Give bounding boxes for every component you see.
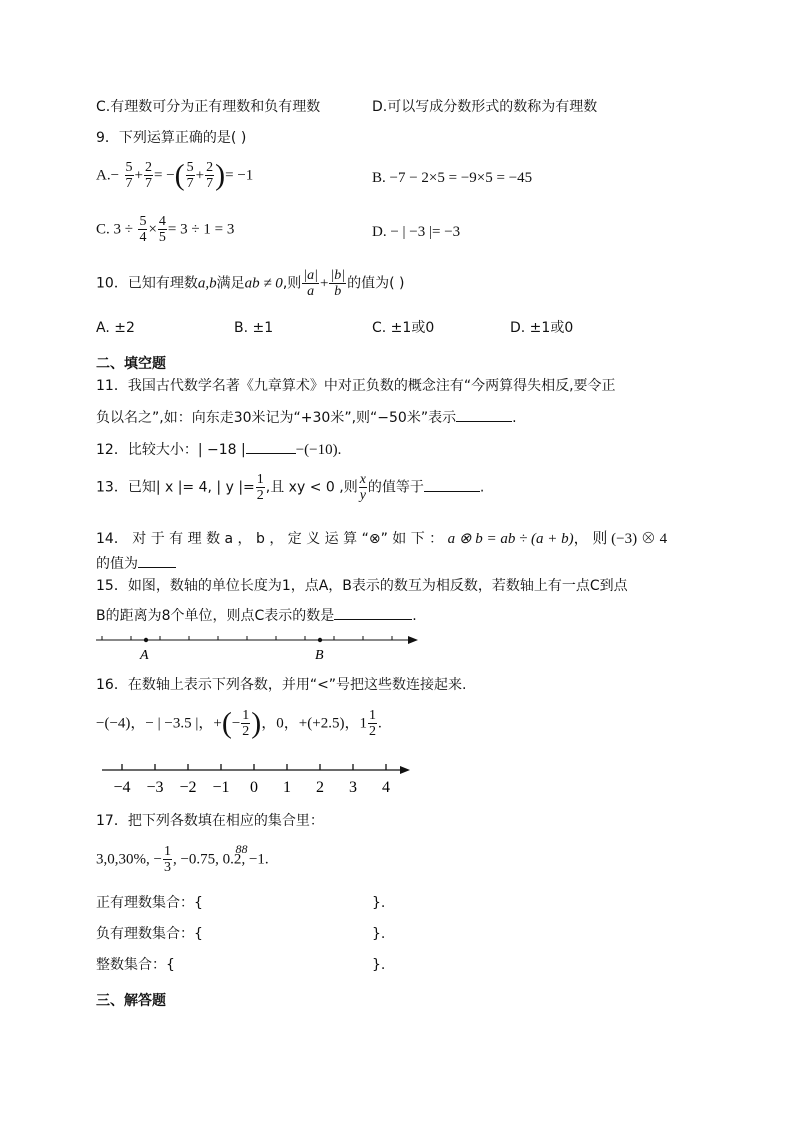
q15-line2: B的距离为8个单位，则点C表示的数是 . [96, 605, 417, 626]
q17-stem: 17．把下列各数填在相应的集合里： [96, 813, 324, 829]
q8-option-c: C.有理数可分为正有理数和负有理数 [96, 99, 321, 115]
tick-label: −3 [146, 779, 164, 796]
answer-blank[interactable] [334, 605, 412, 620]
q10-option-c: C. ±1或0 [372, 320, 435, 336]
q16-number-line [96, 758, 416, 798]
fraction: $\frac{5}{4}$ [139, 214, 147, 245]
set-positive-close: }. [372, 895, 386, 911]
fraction: $\frac{x}{y}$ [359, 472, 366, 503]
fraction: $\frac{4}{5}$ [158, 214, 166, 245]
q11-line1: 11．我国古代数学名著《九章算术》中对正负数的概念注有“今两算得失相反,要令正 [96, 378, 616, 394]
set-positive-label: 正有理数集合：{ [96, 895, 203, 911]
set-negative-label: 负有理数集合：{ [96, 926, 203, 942]
q11-line2: 负以名之”,如：向东走30米记为“+30米”,则“−50米”表示 . [96, 407, 517, 428]
answer-blank[interactable] [456, 407, 512, 422]
answer-blank[interactable] [138, 553, 176, 568]
q15-line1: 15．如图，数轴的单位长度为1，点A，B表示的数互为相反数，若数轴上有一点C到点 [96, 578, 628, 594]
point-b [318, 638, 322, 642]
q12: 12．比较大小：| −18 | −(−10). [96, 439, 341, 460]
q9-option-c: C. 3 ÷ $\frac{5}{4}$ × $\frac{4}{5}$ = 3 ÷ 1 = 3 [96, 214, 235, 245]
fraction: $\frac{1}{3}$ [163, 844, 171, 875]
set-integer-input-area[interactable] [185, 955, 365, 973]
q10-option-d: D. ±1或0 [510, 320, 574, 336]
fraction: $\frac{1}{2}$ [368, 708, 376, 739]
section-heading-answer: 三、解答题 [96, 993, 166, 1009]
tick-group [113, 764, 390, 796]
q16-stem: 16．在数轴上表示下列各数，并用“<”号把这些数连接起来. [96, 677, 467, 693]
tick-label: 0 [250, 779, 258, 796]
q9-option-d: D. − | −3 |= −3 [372, 224, 461, 240]
fraction: $\frac{5}{7}$ [186, 160, 194, 191]
q9-option-b: B. −7 − 2×5 = −9×5 = −45 [372, 170, 533, 186]
q9-stem: 9．下列运算正确的是( ) [96, 130, 247, 146]
arrow-head [400, 766, 410, 774]
q17-numbers: 3,0,30%, − $\frac{1}{3}$ , −0.75, 0.2 88 , −1. [96, 841, 269, 875]
tick-label: −1 [212, 779, 230, 796]
label-b: B [315, 648, 324, 663]
answer-blank[interactable] [246, 439, 296, 454]
fraction: $\frac{1}{2}$ [242, 708, 250, 739]
fraction: $\frac{|a|}{a}$ [303, 268, 318, 299]
tick-label: −2 [179, 779, 197, 796]
tick-label: 3 [349, 779, 357, 796]
set-negative-input-area[interactable] [215, 924, 365, 942]
fraction: $\frac{2}{7}$ [206, 160, 214, 191]
fraction: $\frac{|b|}{b}$ [330, 268, 346, 299]
q14-line1: 14． 对 于 有 理 数 a ， b ， 定 义 运 算 “⊗” 如 下 ： a ⊗ b = ab ÷ (a + b)， 则 (−3) ⊗ 4 [96, 531, 668, 547]
q10-stem: 10．已知有理数a,b满足ab ≠ 0,则 $\frac{|a|}{a}$ + $\frac{|b|}{b}$ 的值为( ) [96, 268, 405, 299]
set-positive-input-area[interactable] [215, 893, 365, 911]
tick-label: 4 [382, 779, 390, 796]
q15-number-line [90, 628, 430, 664]
q10-option-a: A. ±2 [96, 320, 135, 336]
label-a: A [140, 648, 149, 663]
tick-label: −4 [113, 779, 131, 796]
q10-option-b: B. ±1 [234, 320, 274, 336]
tick-label: 2 [316, 779, 324, 796]
answer-blank[interactable] [424, 477, 480, 492]
fraction: $\frac{1}{2}$ [256, 472, 264, 503]
q8-option-d: D.可以写成分数形式的数称为有理数 [372, 99, 598, 115]
arrow-head [408, 636, 418, 644]
set-integer-close: }. [372, 957, 386, 973]
tick-label: 1 [283, 779, 291, 796]
fraction: $\frac{2}{7}$ [144, 160, 152, 191]
q14-line2: 的值为 [96, 553, 176, 574]
set-integer-label: 整数集合：{ [96, 957, 175, 973]
set-negative-close: }. [372, 926, 386, 942]
q16-numbers: −(−4)，− | −3.5 |，+(− $\frac{1}{2}$ )，0，+(+2.5)，1 $\frac{1}{2}$ . [96, 706, 382, 740]
point-a [144, 638, 148, 642]
fraction: $\frac{5}{7}$ [125, 160, 133, 191]
section-heading-fill-blank: 二、填空题 [96, 356, 166, 372]
q9-option-a: A.− $\frac{5}{7}$ + $\frac{2}{7}$ = −( $\frac{5}{7}$ + $\frac{2}{7}$ )= −1 [96, 158, 254, 192]
q13: 13．已知| x |= 4, | y |= $\frac{1}{2}$ ,且 xy < 0 ,则 $\frac{x}{y}$ 的值等于 . [96, 472, 485, 503]
